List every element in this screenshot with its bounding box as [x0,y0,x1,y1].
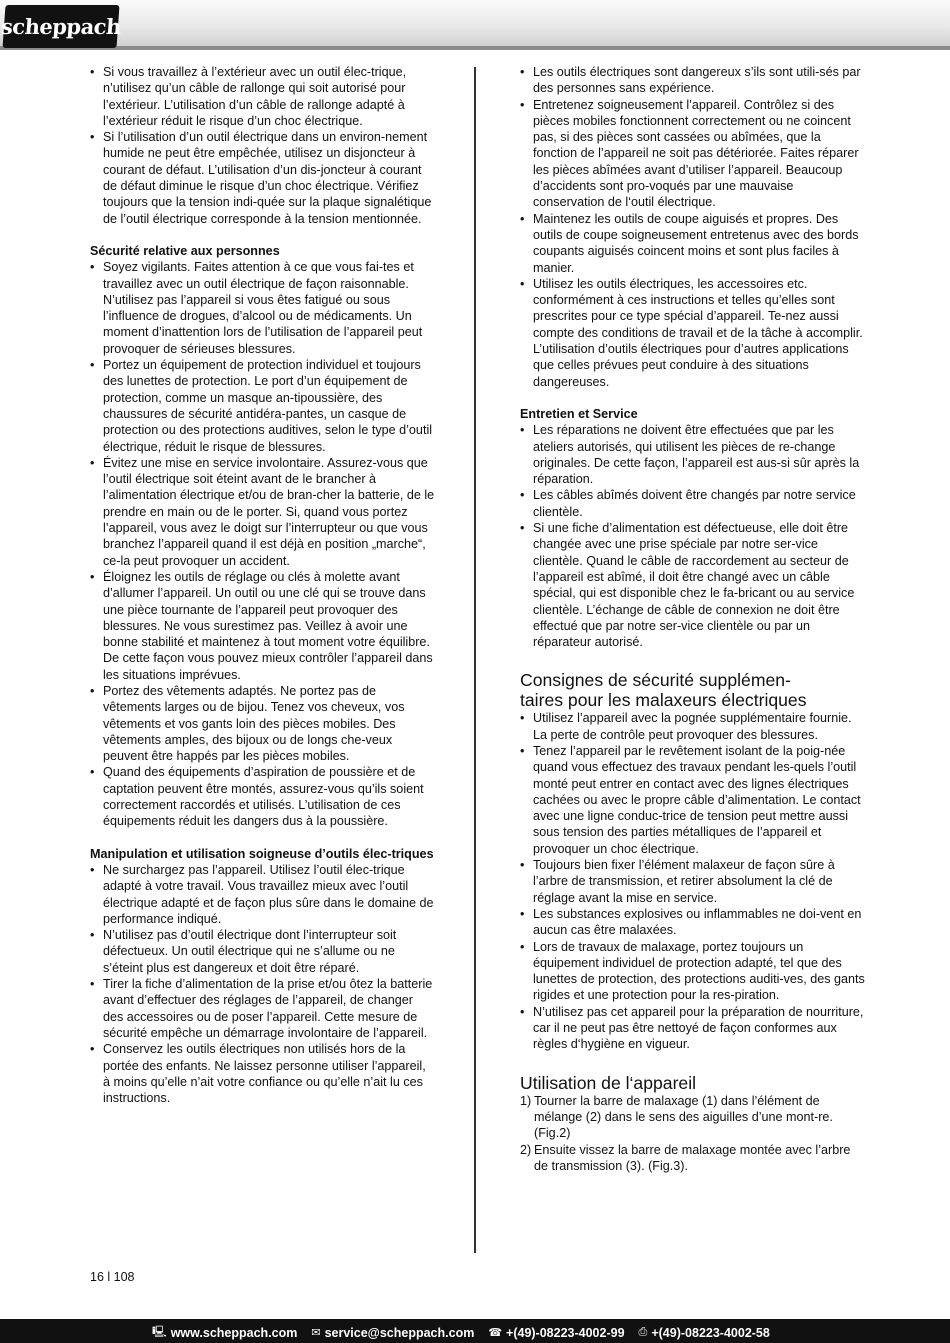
list-item: • Ne surchargez pas l’appareil. Utilisez l’outil élec-trique adapté à votre travail. Vous travaillez mieux avec l’outil électrique adapté et de façon plus sûre dans le domaine de performance indiqué. [90,862,435,927]
list-item: • Soyez vigilants. Faites attention à ce que vous fai-tes et travaillez avec un outil électrique de façon raisonnable. N’utilisez pas l’appareil si vous êtes fatigué ou sous l’influence de drogues, d’alcool ou de médicaments. Un moment d’inattention lors de l’utilisation de l’appareil peut provoquer de sérieuses blessures. [90,259,435,357]
step-number: 1) [520,1093,532,1108]
section-title-utilisation: Utilisation de l‘appareil [520,1072,697,1093]
list-item: • Évitez une mise en service involontaire. Assurez-vous que l’outil électrique soit éteint avant de le brancher à l’alimentation électrique et/ou de bran-cher la batterie, de le prendre en main ou de le porter. Si, quand vous portez l’appareil, vous avez le doigt sur l’interrupteur ou que vous branchez l’appareil quand il est déjà en position „marche“, ce-la peut provoquer un accident. [90,455,435,569]
list-entretien [520,422,865,650]
steps-utilisation [520,1093,865,1174]
list-item: • Conservez les outils électriques non utilisés hors de la portée des enfants. Ne laissez personne utiliser l’appareil, à moins qu’elle n’ait votre confiance ou qu’elle n’ait lu ces instructions. [90,1041,435,1106]
list-item: • Maintenez les outils de coupe aiguisés et propres. Des outils de coupe soigneusement entretenus avec des bords coupants aiguisés coincent moins et sont plus faciles à manier. [520,211,865,276]
list-item: • Si l’utilisation d’un outil électrique dans un environ-nement humide ne peut être empêchée, utilisez un disjoncteur à courant de défaut. L’utilisation d’un dis-joncteur à courant de défaut diminue le risque d’un choc électrique. Vérifiez toujours que la tension indi-quée sur la plaque signalétique de l’outil électrique corresponde à la tension mentionnée. [90,129,435,227]
consignes-title-line2: taires pour les malaxeurs électriques [520,690,807,711]
list-item: • Les câbles abîmés doivent être changés par notre service clientèle. [520,487,865,520]
intro-list-right [520,64,865,390]
step-text: Tourner la barre de malaxage (1) dans l’élément de mélange (2) dans le sens des aiguilles d’une mont-re. (Fig.2) [534,1093,833,1141]
scheppach-logo: scheppach [2,5,119,48]
list-item: • Les réparations ne doivent être effectuées que par les ateliers autorisés, qui utilisent les pièces de re-change originales. De cette façon, l’appareil est aus-si sûr après la réparation. [520,422,865,487]
list-item: • Tirer la fiche d’alimentation de la prise et/ou ôtez la batterie avant d’effectuer des réglages de l’appareil, de changer des accessoires ou de poser l’appareil. Cette mesure de sécurité empêche un démarrage involontaire de l’appareil. [90,976,435,1041]
consignes-title-line1: Consignes de sécurité supplémen- [520,670,791,691]
list-item: • N’utilisez pas d’outil électrique dont l’interrupteur soit défectueux. Un outil électrique qui ne s’allume ou ne s’éteint plus est dangereux et doit être réparé. [90,927,435,976]
section-title-consignes [520,670,865,710]
list-consignes [520,710,865,1052]
list-item: • Entretenez soigneusement l’appareil. Contrôlez si des pièces mobiles fonctionnent correctement ou ne coincent pas, si des pièces sont cassées ou abîmées, que la fonction de l’appareil ne soit pas détériorée. Faites réparer les pièces abîmées avant d’utiliser l’appareil. Beaucoup d’accidents sont pro-voqués par une mauvaise conservation de l‘outil électrique. [520,97,865,211]
list-item: • Portez des vêtements adaptés. Ne portez pas de vêtements larges ou de bijou. Tenez vos cheveux, vos vêtements et vos gants loin des pièces mobiles. Des vêtements amples, des bijoux ou de longs che-veux peuvent être happés par les pièces mobiles. [90,683,435,764]
step-text: Ensuite vissez la barre de malaxage montée avec l’arbre de transmission (3). (Fig.3). [534,1142,851,1173]
mail-icon: ✉ [311,1327,321,1339]
list-personnes [90,259,435,829]
list-item: • Toujours bien fixer l’élément malaxeur de façon sûre à l’arbre de transmission, et retirer absolument la clé de réglage avant la mise en service. [520,857,865,906]
section-title-entretien: Entretien et Service [520,406,638,421]
computer-icon: 🖳 [152,1326,167,1338]
list-item: • Éloignez les outils de réglage ou clés à molette avant d’allumer l’appareil. Un outil ou une clé qui se trouve dans une pièce tournante de l’appareil peut provoquer des blessures. Ne vous surestimez pas. Veillez à avoir une bonne stabilité et maintenez à tout moment votre équilibre. De cette façon vous pouvez mieux contrôler l’appareil dans les situations imprévues. [90,569,435,683]
phone-icon: ☎ [488,1327,503,1339]
step-item [520,1142,865,1175]
list-item: • Si une fiche d’alimentation est défectueuse, elle doit être changée avec une prise spéciale par notre ser-vice clientèle. Quand le câble de raccordement au secteur de l’appareil est abîmé, il doit être changé avec un câble spécial, qui est disponible chez le fa-bricant ou au service clientèle. L’échange de câble de connexion ne doit être effectué que par notre ser-vice clientèle ou par un réparateur autorisé. [520,520,865,650]
footer-website[interactable] [152,1323,297,1342]
fax-icon: ⎙ [638,1326,648,1338]
list-item: • Utilisez les outils électriques, les accessoires etc. conformément à ces instructions et telles qu’elles sont prescrites pour ce type spécial d’appareil. Te-nez aussi compte des conditions de travail et de la tâche à accomplir. L’utilisation d’outils électriques pour d’autres applications que celles prévues peut conduire à des situations dangereuses. [520,276,865,390]
footer-email[interactable] [311,1323,474,1342]
column-divider [474,67,476,1253]
website-link[interactable]: www.scheppach.com [170,1325,298,1340]
page-footer [0,1319,950,1343]
list-item: • Les outils électriques sont dangereux s’ils sont utili-sés par des personnes sans expérience. [520,64,865,97]
list-item: • Les substances explosives ou inflammables ne doi-vent en aucun cas être malaxées. [520,906,865,939]
list-item: • Tenez l’appareil par le revêtement isolant de la poig-née quand vous effectuez des travaux pendant les-quels l’outil monté peut entrer en contact avec des lignes électriques cachées ou avec le propre câble d’alimentation. Le contact avec une ligne conduc-trice de tension peut mettre aussi sous tension des parties métalliques de l’appareil et provoquer un choc électrique. [520,743,865,857]
step-item [520,1093,865,1142]
intro-list-left [90,64,435,227]
list-item: • Si vous travaillez à l’extérieur avec un outil élec-trique, n’utilisez qu’un câble de rallonge qui soit autorisé pour l’extérieur. L’utilisation d’un câble de rallonge adapté à l’extérieur réduit le risque d’un choc électrique. [90,64,435,129]
section-title-manipulation: Manipulation et utilisation soigneuse d’outils élec-triques [90,846,434,861]
page-header [0,0,950,56]
right-column [520,64,865,1174]
list-manipulation [90,862,435,1106]
left-column [90,64,435,1106]
footer-fax [639,1323,770,1342]
header-band [0,0,950,46]
footer-phone [488,1323,624,1342]
section-title-personnes: Sécurité relative aux personnes [90,243,280,258]
header-rule [0,46,950,50]
page-number: 16 l 108 [90,1270,135,1284]
step-number: 2) [520,1142,532,1157]
list-item: • Lors de travaux de malaxage, portez toujours un équipement individuel de protection adapté, tel que des lunettes de protection, des protections auditi-ves, des gants rigides et une protection pour la res-piration. [520,939,865,1004]
fax-number: +(49)-08223-4002-58 [651,1325,770,1340]
list-item: • Utilisez l’appareil avec la pognée supplémentaire fournie. La perte de contrôle peut provoquer des blessures. [520,710,865,743]
list-item: • N’utilisez pas cet appareil pour la préparation de nourriture, car il ne peut pas être nettoyé de façon conformes aux règles d‘hygiène en vigueur. [520,1004,865,1053]
list-item: • Portez un équipement de protection individuel et toujours des lunettes de protection. Le port d’un équipement de protection, comme un masque an-tipoussière, des chaussures de sécurité antidéra-pantes, un casque de protection ou des protections auditives, selon le type d’outil électrique, réduit le risque de blessures. [90,357,435,455]
phone-number: +(49)-08223-4002-99 [506,1325,625,1340]
email-link[interactable]: service@scheppach.com [324,1325,475,1340]
list-item: • Quand des équipements d’aspiration de poussière et de captation peuvent être montés, assurez-vous qu’ils soient correctement raccordés et utilisés. L’utilisation de ces équipements réduit les dangers dus à la poussière. [90,764,435,829]
